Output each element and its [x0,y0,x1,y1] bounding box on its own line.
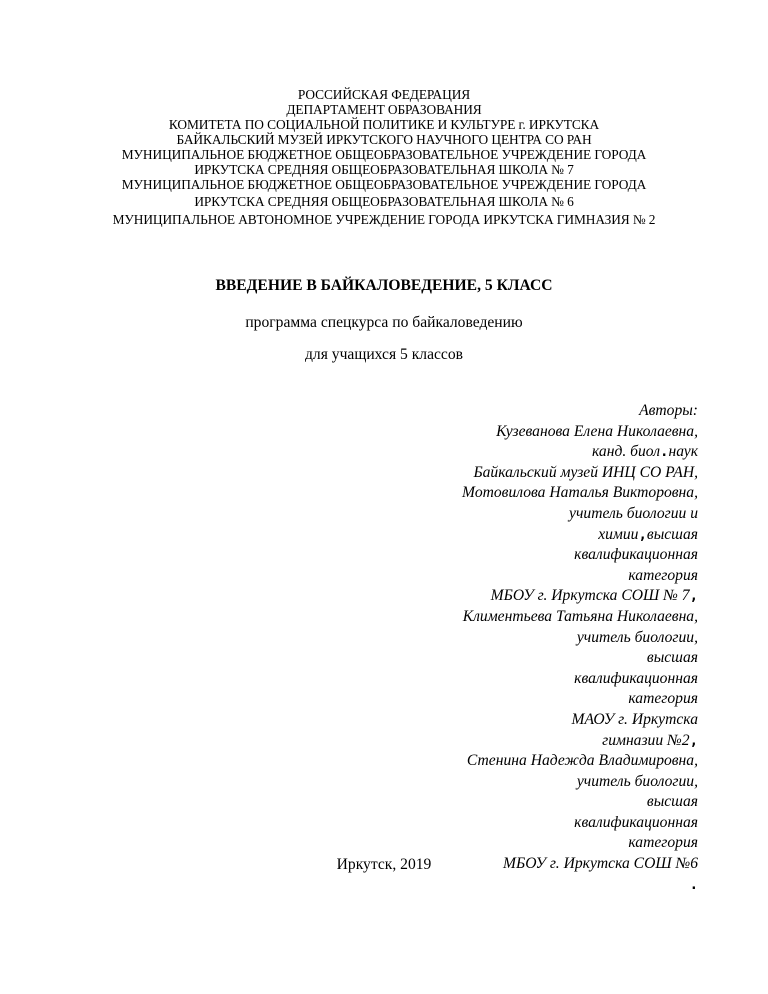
header-line: ИРКУТСКА СРЕДНЯЯ ОБЩЕОБРАЗОВАТЕЛЬНАЯ ШКОЛА № 7 [194,162,574,177]
authors-block [462,401,698,895]
author-position: квалификационная [574,813,698,831]
author-position-text: высшая [646,525,698,543]
author-position: высшая [646,649,698,667]
author-organization [462,586,698,607]
author-organization-comma: , [689,732,698,749]
author-position: категория [628,690,698,708]
author-position-text: химии [598,525,639,543]
header-line: КОМИТЕТА ПО СОЦИАЛЬНОЙ ПОЛИТИКЕ И КУЛЬТУРЕ г. ИРКУТСКА [168,117,600,132]
author-position: категория [628,566,698,584]
program-subtitle: программа спецкурса по байкаловедению [245,314,523,331]
header-line: РОССИЙСКАЯ ФЕДЕРАЦИЯ [297,87,471,102]
header-line: МУНИЦИПАЛЬНОЕ БЮДЖЕТНОЕ ОБЩЕОБРАЗОВАТЕЛЬНОЕ УЧРЕЖДЕНИЕ ГОРОДА [121,177,647,192]
header-line: ИРКУТСКА СРЕДНЯЯ ОБЩЕОБРАЗОВАТЕЛЬНАЯ ШКОЛА № 6 [194,194,574,209]
author-degree-dot: . [660,444,669,461]
author-position: учитель биологии и [569,504,698,522]
author-organization-text: гимназии №2 [602,731,690,749]
document-title: ВВЕДЕНИЕ В БАЙКАЛОВЕДЕНИЕ, 5 КЛАСС [215,277,553,294]
author-organization-comma: , [689,588,698,605]
author-degree-text: наук [668,443,698,461]
header-line: МУНИЦИПАЛЬНОЕ БЮДЖЕТНОЕ ОБЩЕОБРАЗОВАТЕЛЬНОЕ УЧРЕЖДЕНИЕ ГОРОДА [121,147,647,162]
author-position: квалификационная [574,669,698,687]
author-name: Климентьева Татьяна Николаевна, [462,607,698,625]
audience-subtitle: для учащихся 5 классов [304,346,464,363]
author-organization-text: МБОУ г. Иркутска СОШ № 7 [490,587,690,605]
author-position: квалификационная [574,546,698,564]
author-organization: МАОУ г. Иркутска [571,710,698,728]
authors-end-dot: . [689,876,698,893]
author-position: категория [628,834,698,852]
author-name: Стенина Надежда Владимировна, [466,752,698,770]
author-degree-text: канд. биол [592,443,661,461]
author-name: Мотовилова Наталья Викторовна, [462,484,698,502]
author-degree [462,442,698,463]
author-position-comma: , [638,526,647,543]
author-name: Кузеванова Елена Николаевна, [496,422,698,440]
author-organization: Байкальский музей ИНЦ СО РАН, [473,463,698,481]
author-position [462,525,698,546]
author-organization [462,731,698,752]
header-line: МУНИЦИПАЛЬНОЕ АВТОНОМНОЕ УЧРЕЖДЕНИЕ ГОРОДА ИРКУТСКА ГИМНАЗИЯ № 2 [112,212,656,227]
header-line: БАЙКАЛЬСКИЙ МУЗЕЙ ИРКУТСКОГО НАУЧНОГО ЦЕНТРА СО РАН [176,132,592,147]
authors-heading: Авторы: [639,402,698,419]
header-line: ДЕПАРТАМЕНТ ОБРАЗОВАНИЯ [286,102,482,117]
author-position: высшая [646,793,698,811]
city-year: Иркутск, 2019 [336,856,432,873]
author-position: учитель биологии, [576,628,698,646]
author-position: учитель биологии, [576,772,698,790]
author-organization: МБОУ г. Иркутска СОШ №6 [503,855,698,873]
header-block [0,87,768,227]
